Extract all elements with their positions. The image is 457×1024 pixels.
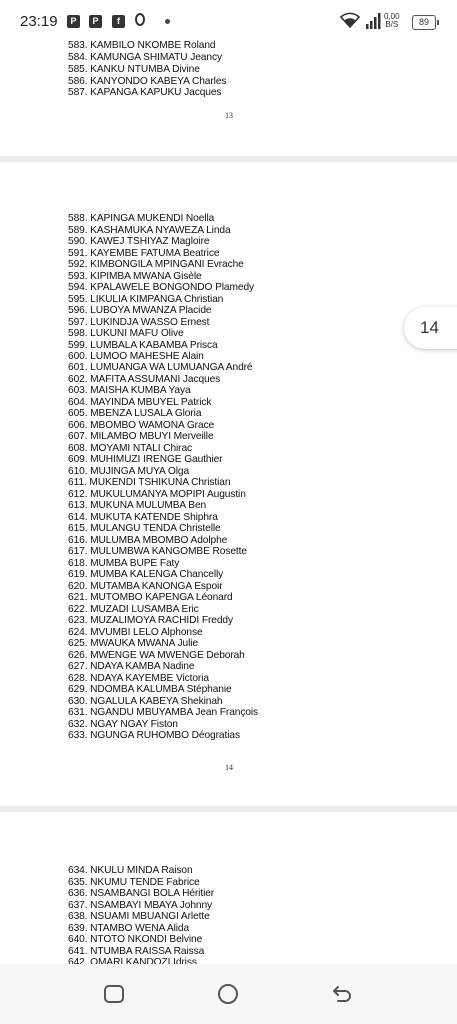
list-item: 614. MUKUTA KATENDE Shiphra	[68, 512, 218, 523]
list-item: 642. OMARI KANDOZI Idriss	[68, 957, 197, 964]
facebook-icon: f	[112, 15, 125, 28]
network-speed-unit: B/S	[385, 20, 399, 29]
list-item: 618. MUMBA BUPE Faty	[68, 558, 180, 569]
pdf-page-14	[0, 162, 457, 806]
list-item: 608. MOYAMI NTALI Chirac	[68, 443, 193, 454]
list-item: 623. MUZALIMOYA RACHIDI Freddy	[68, 615, 233, 626]
list-item: 600. LUMOO MAHESHE Alain	[68, 351, 204, 362]
list-item: 622. MUZADI LUSAMBA Eric	[68, 604, 199, 615]
back-button[interactable]	[330, 982, 354, 1006]
list-item: 616. MULUMBA MBOMBO Adolphe	[68, 535, 228, 546]
list-item: 584. KAMUNGA SHIMATU Jeancy	[68, 52, 222, 63]
list-item: 604. MAYINDA MBUYEL Patrick	[68, 397, 212, 408]
page-indicator-label: 14	[420, 318, 439, 337]
list-item: 597. LUKINDJA WASSO Ernest	[68, 317, 210, 328]
list-item: 585. KANKU NTUMBA Divine	[68, 64, 200, 75]
page-number: 13	[225, 111, 233, 120]
p-icon: P	[67, 15, 80, 28]
signal-icon	[366, 13, 382, 29]
list-item: 638. NSUAMI MBUANGI Arlette	[68, 911, 210, 922]
page-indicator[interactable]	[404, 307, 457, 349]
list-item: 588. KAPINGA MUKENDI Noella	[68, 213, 215, 224]
notification-dot-icon	[165, 19, 170, 24]
list-item: 592. KIMBONGILA MPINGANI Evrache	[68, 259, 244, 270]
list-item: 627. NDAYA KAMBA Nadine	[68, 661, 195, 672]
list-item: 641. NTUMBA RAISSA Raissa	[68, 946, 205, 957]
list-item: 606. MBOMBO WAMONA Grace	[68, 420, 215, 431]
list-item: 587. KAPANGA KAPUKU Jacques	[68, 87, 222, 98]
home-button[interactable]	[216, 982, 240, 1006]
list-item: 609. MUHIMUZI IRENGE Gauthier	[68, 454, 223, 465]
list-item: 603. MAISHA KUMBA Yaya	[68, 385, 191, 396]
list-item: 598. LUKUNI MAFU Olive	[68, 328, 184, 339]
list-item: 617. MULUMBWA KANGOMBE Rosette	[68, 546, 247, 557]
list-item: 596. LUBOYA MWANZA Placide	[68, 305, 212, 316]
wifi-icon	[340, 12, 360, 28]
list-item: 634. NKULU MINDA Raison	[68, 865, 193, 876]
list-item: 635. NKUMU TENDE Fabrice	[68, 877, 200, 888]
list-item: 612. MUKULUMANYA MOPIPI Augustin	[68, 489, 246, 500]
pdf-page-15	[0, 812, 457, 964]
list-item: 621. MUTOMBO KAPENGA Léonard	[68, 592, 233, 603]
list-item: 636. NSAMBANGI BOLA Héritier	[68, 888, 215, 899]
list-item: 607. MILAMBO MBUYI Merveille	[68, 431, 214, 442]
battery-icon	[412, 15, 436, 30]
list-item: 624. MVUMBI LELO Alphonse	[68, 627, 203, 638]
status-bar	[0, 0, 457, 44]
list-item: 632. NGAY NGAY Fiston	[68, 719, 178, 730]
list-item: 633. NGUNGA RUHOMBO Déogratias	[68, 730, 240, 741]
list-item: 593. KIPIMBA MWANA Gisèle	[68, 271, 202, 282]
battery-level: 89	[418, 17, 429, 27]
list-item: 629. NDOMBA KALUMBA Stéphanie	[68, 684, 232, 695]
opera-icon	[135, 13, 145, 26]
list-item: 611. MUKENDI TSHIKUNA Christian	[68, 477, 231, 488]
list-item: 637. NSAMBAYI MBAYA Johnny	[68, 900, 213, 911]
list-item: 595. LIKULIA KIMPANGA Christian	[68, 294, 224, 305]
list-item: 615. MULANGU TENDA Christelle	[68, 523, 221, 534]
list-item: 619. MUMBA KALENGA Chancelly	[68, 569, 224, 580]
list-item: 602. MAFITA ASSUMANI Jacques	[68, 374, 221, 385]
pdf-page-13	[0, 40, 457, 156]
list-item: 583. KAMBILO NKOMBE Roland	[68, 40, 216, 51]
list-item: 613. MUKUNA MULUMBA Ben	[68, 500, 207, 511]
list-item: 628. NDAYA KAYEMBE Victoria	[68, 673, 209, 684]
list-item: 586. KANYONDO KABEYA Charles	[68, 76, 227, 87]
list-item: 640. NTOTO NKONDI Belvine	[68, 934, 203, 945]
page-number: 14	[225, 763, 233, 772]
list-item: 605. MBENZA LUSALA Gloria	[68, 408, 202, 419]
list-item: 590. KAWEJ TSHIYAZ Magloire	[68, 236, 210, 247]
list-item: 594. KPALAWELE BONGONDO Plamedy	[68, 282, 254, 293]
network-speed	[384, 13, 400, 29]
list-item: 630. NGALULA KABEYA Shekinah	[68, 696, 223, 707]
list-item: 610. MUJINGA MUYA Olga	[68, 466, 190, 477]
list-item: 620. MUTAMBA KANONGA Espoir	[68, 581, 223, 592]
navigation-bar	[0, 964, 457, 1024]
recents-button[interactable]	[102, 982, 126, 1006]
list-item: 599. LUMBALA KABAMBA Prisca	[68, 340, 218, 351]
list-item: 626. MWENGE WA MWENGE Deborah	[68, 650, 245, 661]
list-item: 631. NGANDU MBUYAMBA Jean François	[68, 707, 259, 718]
status-time: 23:19	[20, 13, 58, 30]
list-item: 625. MWAUKA MWANA Julie	[68, 638, 198, 649]
network-speed-value: 0,00	[384, 12, 400, 21]
list-item: 639. NTAMBO WENA Alida	[68, 923, 190, 934]
p-icon: P	[89, 15, 102, 28]
list-item: 591. KAYEMBE FATUMA Beatrice	[68, 248, 220, 259]
list-item: 601. LUMUANGA WA LUMUANGA André	[68, 362, 253, 373]
list-item: 589. KASHAMUKA NYAWEZA Linda	[68, 225, 231, 236]
